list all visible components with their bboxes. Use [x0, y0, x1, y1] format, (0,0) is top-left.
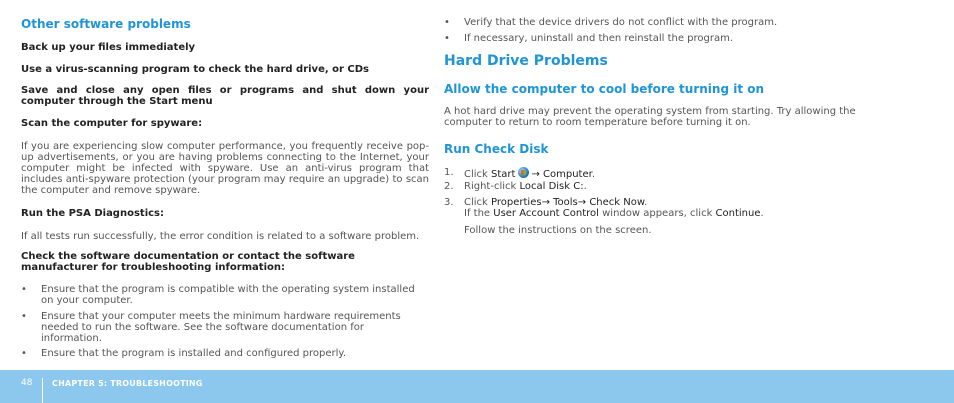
- section-heading-cool: Allow the computer to cool before turning it on: [444, 82, 765, 96]
- step-check-docs: Check the software documentation or contact the software manufacturer for troubleshooting information:: [21, 251, 355, 273]
- uac-label: User Account Control: [493, 208, 599, 219]
- properties-label: Properties: [491, 197, 542, 208]
- continue-label: Continue: [715, 208, 761, 219]
- spyware-paragraph: If you are experiencing slow computer performance, you frequently receive pop-up advertisements, or you are having problems connecting to the Internet, your computer might be infected with spyware. Use an anti-virus program that includes anti-spyware protection (your program may require an upgrade) to scan the computer and remove spyware.: [21, 141, 429, 196]
- bullet-icon: •: [444, 33, 450, 44]
- chapter-label: CHAPTER 5: TROUBLESHOOTING: [52, 379, 203, 388]
- windows-start-icon: [518, 167, 529, 178]
- step-psa: Run the PSA Diagnostics:: [21, 208, 164, 219]
- step-spyware: Scan the computer for spyware:: [21, 118, 203, 129]
- bullet-icon: •: [21, 311, 27, 322]
- section-heading-check-disk: Run Check Disk: [444, 142, 549, 156]
- psa-paragraph: If all tests run successfully, the error condition is related to a software problem.: [21, 231, 420, 242]
- computer-label: Computer: [543, 169, 592, 180]
- page-number: 48: [21, 378, 33, 388]
- start-label: Start: [491, 169, 516, 180]
- bullet-icon: •: [21, 284, 27, 295]
- check-now-label: Check Now: [589, 197, 645, 208]
- page-footer: [0, 370, 954, 403]
- tools-label: Tools: [553, 197, 578, 208]
- bullet-icon: •: [444, 17, 450, 28]
- step-virus-scan: Use a virus-scanning program to check the hard drive, or CDs: [21, 64, 370, 75]
- section-heading-other-software: Other software problems: [21, 17, 191, 31]
- local-disk-label: Local Disk C:: [519, 181, 584, 192]
- step-backup: Back up your files immediately: [21, 42, 196, 53]
- footer-divider: [42, 378, 43, 403]
- bullet-icon: •: [21, 348, 27, 359]
- step-save-close: Save and close any open files or programs and shut down your computer through the Start menu: [21, 85, 429, 107]
- page-title: Hard Drive Problems: [444, 53, 608, 69]
- cool-paragraph: A hot hard drive may prevent the operating system from starting. Try allowing the computer to return to room temperature before turning it on.: [444, 106, 856, 128]
